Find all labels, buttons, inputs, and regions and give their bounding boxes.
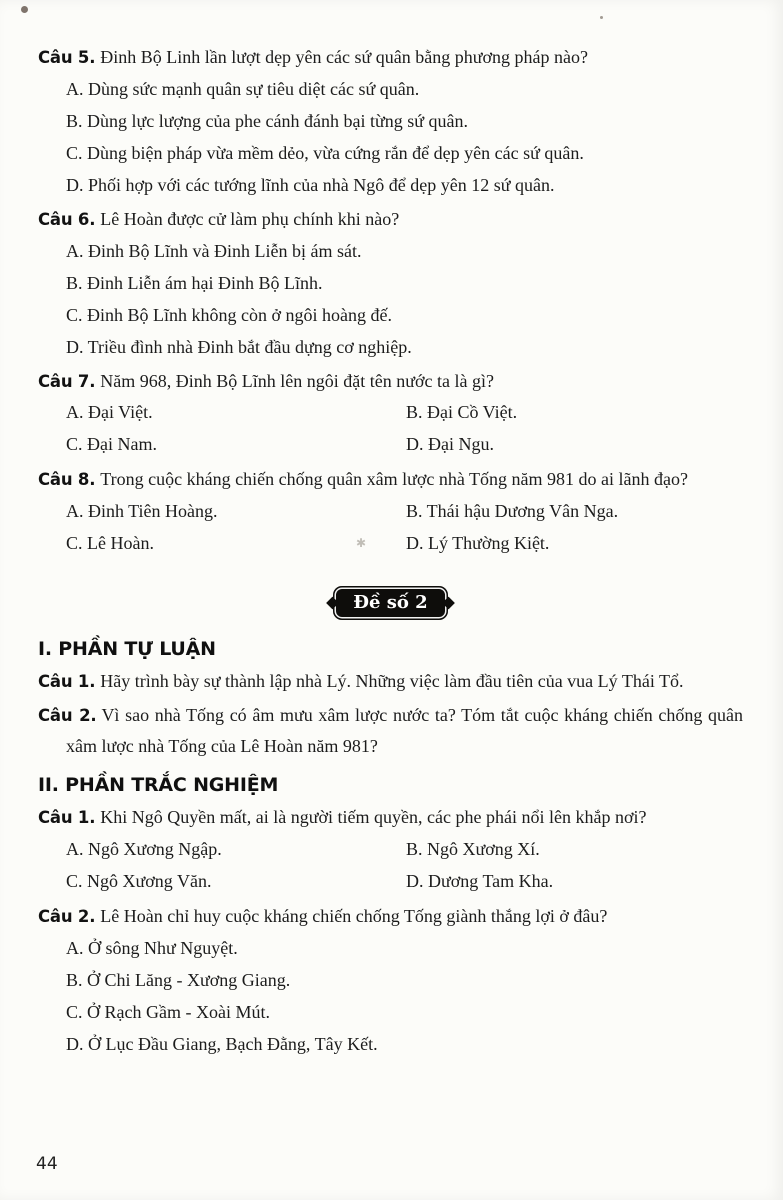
question-block — [38, 464, 743, 560]
question-text: Trong cuộc kháng chiến chống quân xâm lược nhà Tống năm 981 do ai lãnh đạo? — [100, 469, 688, 490]
answer-option: C. Ngô Xương Văn. — [66, 871, 212, 892]
answer-option: A. Đại Việt. — [66, 402, 153, 423]
answer-options — [66, 74, 743, 201]
question-label: Câu 7. — [38, 371, 96, 391]
answer-option: A. Ở sông Như Nguyệt. — [66, 937, 238, 958]
question-block — [38, 666, 743, 697]
answer-option: D. Phối hợp với các tướng lĩnh của nhà Ngô để dẹp yên 12 sứ quân. — [66, 174, 555, 195]
section-title-mcq: II. PHẦN TRẮC NGHIỆM — [38, 774, 279, 797]
question-block — [38, 204, 743, 363]
question-text: Khi Ngô Quyền mất, ai là người tiếm quyền, các phe phái nổi lên khắp nơi? — [100, 807, 647, 828]
question-block — [38, 700, 743, 762]
scan-artifact — [21, 6, 28, 13]
answer-option: D. Dương Tam Kha. — [406, 871, 554, 892]
question-block — [38, 802, 743, 898]
question-stem — [38, 901, 743, 932]
question-label: Câu 5. — [38, 48, 96, 67]
answer-option: D. Đại Ngu. — [406, 434, 494, 455]
answer-option: A. Đinh Bộ Lĩnh và Đinh Liễn bị ám sát. — [66, 240, 362, 261]
scan-artifact — [600, 16, 603, 19]
question-text: Hãy trình bày sự thành lập nhà Lý. Những việc làm đầu tiên của vua Lý Thái Tổ. — [100, 671, 684, 692]
question-label: Câu 8. — [38, 470, 96, 490]
answer-option: B. Ở Chi Lăng - Xương Giang. — [66, 969, 291, 990]
answer-option: B. Đinh Liễn ám hại Đinh Bộ Lĩnh. — [66, 272, 323, 293]
question-stem — [38, 366, 743, 397]
question-label: Câu 6. — [38, 209, 96, 229]
answer-options — [66, 834, 743, 898]
question-text: Vì sao nhà Tống có âm mưu xâm lược nước ta? Tóm tắt cuộc kháng chiến chống quân xâm lược nhà Tống của Lê Hoàn năm 981? — [66, 705, 743, 757]
exam-badge: Đề số 2 — [333, 586, 447, 620]
question-label: Câu 1. — [38, 808, 96, 828]
answer-option: C. Dùng biện pháp vừa mềm dẻo, vừa cứng rắn để dẹp yên các sứ quân. — [66, 142, 584, 163]
question-stem — [38, 42, 743, 73]
question-stem — [38, 700, 743, 762]
question-text: Lê Hoàn chỉ huy cuộc kháng chiến chống Tống giành thắng lợi ở đâu? — [100, 905, 608, 926]
answer-option: B. Thái hậu Dương Vân Nga. — [406, 501, 619, 522]
answer-options — [66, 397, 743, 461]
question-label: Câu 2. — [38, 706, 97, 726]
question-label: Câu 2. — [38, 906, 96, 926]
page-number: 44 — [36, 1154, 58, 1174]
answer-option: D. Lý Thường Kiệt. — [406, 533, 550, 554]
answer-option: B. Ngô Xương Xí. — [406, 839, 540, 860]
question-text: Năm 968, Đinh Bộ Lĩnh lên ngôi đặt tên nước ta là gì? — [100, 370, 494, 391]
question-text: Đinh Bộ Linh lần lượt dẹp yên các sứ quân bằng phương pháp nào? — [100, 47, 588, 67]
answer-option: D. Triều đình nhà Đinh bắt đầu dựng cơ nghiệp. — [66, 336, 412, 357]
answer-option: A. Đinh Tiên Hoàng. — [66, 501, 218, 522]
answer-option: C. Đinh Bộ Lĩnh không còn ở ngôi hoàng đế. — [66, 304, 392, 325]
question-label: Câu 1. — [38, 672, 96, 692]
answer-option: C. Lê Hoàn. — [66, 533, 154, 554]
scan-artifact: ✱ — [356, 536, 367, 550]
answer-option: C. Đại Nam. — [66, 434, 157, 455]
question-block — [38, 42, 743, 201]
question-stem — [38, 464, 743, 495]
answer-option: A. Ngô Xương Ngập. — [66, 839, 222, 860]
question-stem — [38, 204, 743, 235]
answer-option: C. Ở Rạch Gầm - Xoài Mút. — [66, 1001, 270, 1022]
question-stem — [38, 666, 743, 697]
answer-option: A. Dùng sức mạnh quân sự tiêu diệt các sứ quân. — [66, 78, 420, 99]
answer-options — [66, 933, 743, 1060]
answer-options — [66, 236, 743, 363]
answer-option: B. Đại Cồ Việt. — [406, 402, 518, 423]
answer-options — [66, 496, 743, 560]
question-stem — [38, 802, 743, 833]
section-title-essay: I. PHẦN TỰ LUẬN — [38, 638, 216, 661]
question-block — [38, 366, 743, 462]
exam-badge-row — [38, 586, 743, 620]
question-block — [38, 901, 743, 1060]
answer-option: B. Dùng lực lượng của phe cánh đánh bại từng sứ quân. — [66, 110, 468, 131]
question-text: Lê Hoàn được cử làm phụ chính khi nào? — [100, 208, 400, 229]
answer-option: D. Ở Lục Đầu Giang, Bạch Đằng, Tây Kết. — [66, 1033, 378, 1054]
